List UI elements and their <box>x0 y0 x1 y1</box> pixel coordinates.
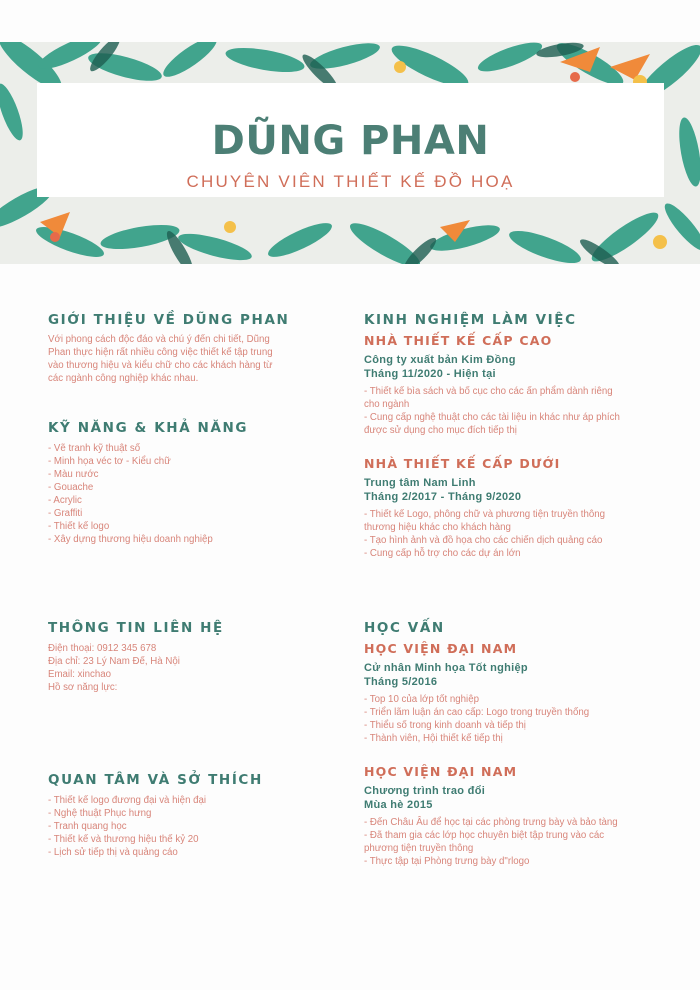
interests-section <box>48 772 313 859</box>
education-section <box>364 620 664 868</box>
skills-title: KỸ NĂNG & KHẢ NĂNG <box>48 420 249 436</box>
interest-item: - Tranh quang học <box>48 821 127 832</box>
job-entry <box>364 456 664 560</box>
contact-email: Email: xinchao <box>48 669 111 680</box>
about-text-line: các ngành công nghiệp khác nhau. <box>48 373 199 384</box>
skill-item: - Gouache <box>48 482 94 493</box>
skill-item: - Minh họa véc tơ - Kiểu chữ <box>48 456 171 467</box>
school-period: Tháng 5/2016 <box>364 676 438 688</box>
job-period: Tháng 2/2017 - Tháng 9/2020 <box>364 491 522 503</box>
job-company: Trung tâm Nam Linh <box>364 477 476 489</box>
job-detail-line: được sử dụng cho mục đích tiếp thị <box>364 425 517 436</box>
contact-address: Địa chỉ: 23 Lý Nam Đế, Hà Nội <box>48 656 180 667</box>
interests-list <box>48 794 313 859</box>
school-name: HỌC VIỆN ĐẠI NAM <box>364 764 518 779</box>
school-degree: Chương trình trao đổi <box>364 785 486 797</box>
job-entry <box>364 333 664 437</box>
skill-item: - Màu nước <box>48 469 99 480</box>
school-entry <box>364 764 664 868</box>
contact-title: THÔNG TIN LIÊN HỆ <box>48 620 224 636</box>
about-text-line: Phan thực hiện rất nhiều công việc thiết kế tập trung <box>48 347 273 358</box>
job-role: NHÀ THIẾT KẾ CẤP DƯỚI <box>364 456 561 471</box>
about-section <box>48 312 313 385</box>
education-title: HỌC VẤN <box>364 620 445 636</box>
school-detail-line: - Đã tham gia các lớp học chuyên biệt tập trung vào các <box>364 830 605 841</box>
skill-item: - Thiết kế logo <box>48 521 110 532</box>
job-detail-line: - Cung cấp hỗ trợ cho các dự án lớn <box>364 548 521 559</box>
school-degree: Cử nhân Minh họa Tốt nghiệp <box>364 662 528 674</box>
skill-item: - Vẽ tranh kỹ thuật số <box>48 443 141 454</box>
title-card <box>37 83 664 197</box>
contact-portfolio: Hồ sơ năng lực: <box>48 682 118 693</box>
interests-title: QUAN TÂM VÀ SỞ THÍCH <box>48 772 263 788</box>
school-detail-line: - Top 10 của lớp tốt nghiệp <box>364 694 479 705</box>
experience-title: KINH NGHIỆM LÀM VIỆC <box>364 312 577 328</box>
about-text-line: vào thương hiệu và kiểu chữ cho các khách hàng từ <box>48 360 273 371</box>
job-detail-line: thương hiệu khác cho khách hàng <box>364 522 511 533</box>
school-period: Mùa hè 2015 <box>364 799 433 811</box>
job-detail-line: - Thiết kế bìa sách và bố cục cho các ấn phẩm dành riêng <box>364 386 613 397</box>
school-detail-line: - Đến Châu Âu để học tại các phòng trưng bày và bảo tàng <box>364 817 618 828</box>
job-detail-line: - Tạo hình ảnh và đồ họa cho các chiến dịch quảng cáo <box>364 535 603 546</box>
experience-section <box>364 312 664 560</box>
contact-phone: Điện thoại: 0912 345 678 <box>48 643 157 654</box>
school-detail-line: - Thành viên, Hội thiết kế tiếp thị <box>364 733 503 744</box>
interest-item: - Lịch sử tiếp thị và quảng cáo <box>48 847 178 858</box>
school-detail-line: - Thực tập tại Phòng trưng bày d"rlogo <box>364 856 530 867</box>
contact-section <box>48 620 313 694</box>
job-title: CHUYÊN VIÊN THIẾT KẾ ĐỒ HOẠ <box>186 172 515 191</box>
school-detail-line: - Triển lãm luận án cao cấp: Logo trong truyền thống <box>364 707 590 718</box>
school-entry <box>364 641 664 745</box>
job-company: Công ty xuất bản Kim Đồng <box>364 354 516 366</box>
skills-list <box>48 442 313 546</box>
skill-item: - Xây dựng thương hiệu doanh nghiệp <box>48 534 213 545</box>
skill-item: - Graffiti <box>48 508 83 519</box>
job-detail-line: - Cung cấp nghệ thuật cho các tài liệu in khác như áp phích <box>364 412 620 423</box>
job-detail-line: - Thiết kế Logo, phông chữ và phương tiện truyền thông <box>364 509 606 520</box>
skills-section <box>48 420 313 546</box>
person-name: DŨNG PHAN <box>211 118 490 164</box>
skill-item: - Acrylic <box>48 495 82 506</box>
about-text-line: Với phong cách độc đáo và chú ý đến chi tiết, Dũng <box>48 334 270 345</box>
interest-item: - Thiết kế và thương hiệu thế kỷ 20 <box>48 834 199 845</box>
school-detail-line: - Thiểu số trong kinh doanh và tiếp thị <box>364 720 526 731</box>
job-role: NHÀ THIẾT KẾ CẤP CAO <box>364 333 553 348</box>
school-name: HỌC VIỆN ĐẠI NAM <box>364 641 518 656</box>
job-detail-line: cho ngành <box>364 399 410 410</box>
job-period: Tháng 11/2020 - Hiện tại <box>364 368 496 380</box>
interest-item: - Thiết kế logo đương đại và hiện đại <box>48 795 207 806</box>
interest-item: - Nghệ thuật Phục hưng <box>48 808 152 819</box>
school-detail-line: phương tiện truyền thông <box>364 843 474 854</box>
about-title: GIỚI THIỆU VỀ DŨNG PHAN <box>48 312 290 328</box>
